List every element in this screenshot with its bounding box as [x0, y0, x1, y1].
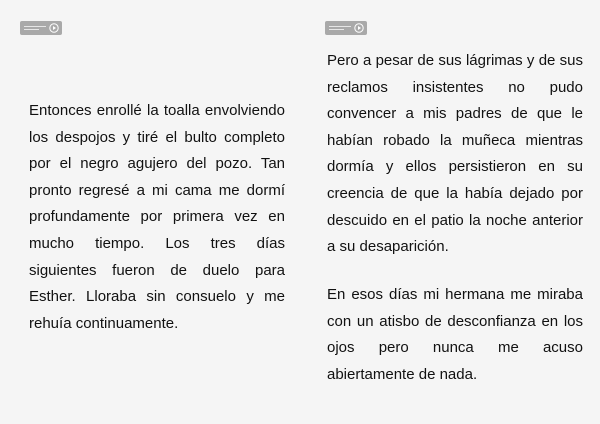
left-paragraph: Entonces enrollé la toalla envolviendo los despojos y tiré el bulto completo por el negro agujero del pozo. Tan pronto regresé a mi cama me dormí profundamente por primera vez en mucho tiempo. Los tres días siguientes fueron de duelo para Esther. Lloraba sin consuelo y me rehuía continuamente.	[29, 102, 285, 332]
right-paragraph-2: En esos días mi hermana me miraba con un atisbo de desconfianza en los ojos pero nunca me acuso abiertamente de nada.	[327, 286, 583, 383]
right-paragraph-1: Pero a pesar de sus lágrimas y de sus reclamos insistentes no pudo convencer a mis padres de que le habían robado la muñeca mientras dormía y ellos persistieron en su creencia de que la había dejado por descuido en el patio la noche anterior a su desaparición.	[327, 52, 583, 256]
play-icon	[354, 23, 364, 33]
badge-caption-lines	[24, 26, 46, 30]
media-play-badge[interactable]	[20, 21, 62, 35]
media-play-badge[interactable]	[325, 21, 367, 35]
right-page	[300, 0, 600, 424]
badge-caption-lines	[329, 26, 351, 30]
play-icon	[49, 23, 59, 33]
